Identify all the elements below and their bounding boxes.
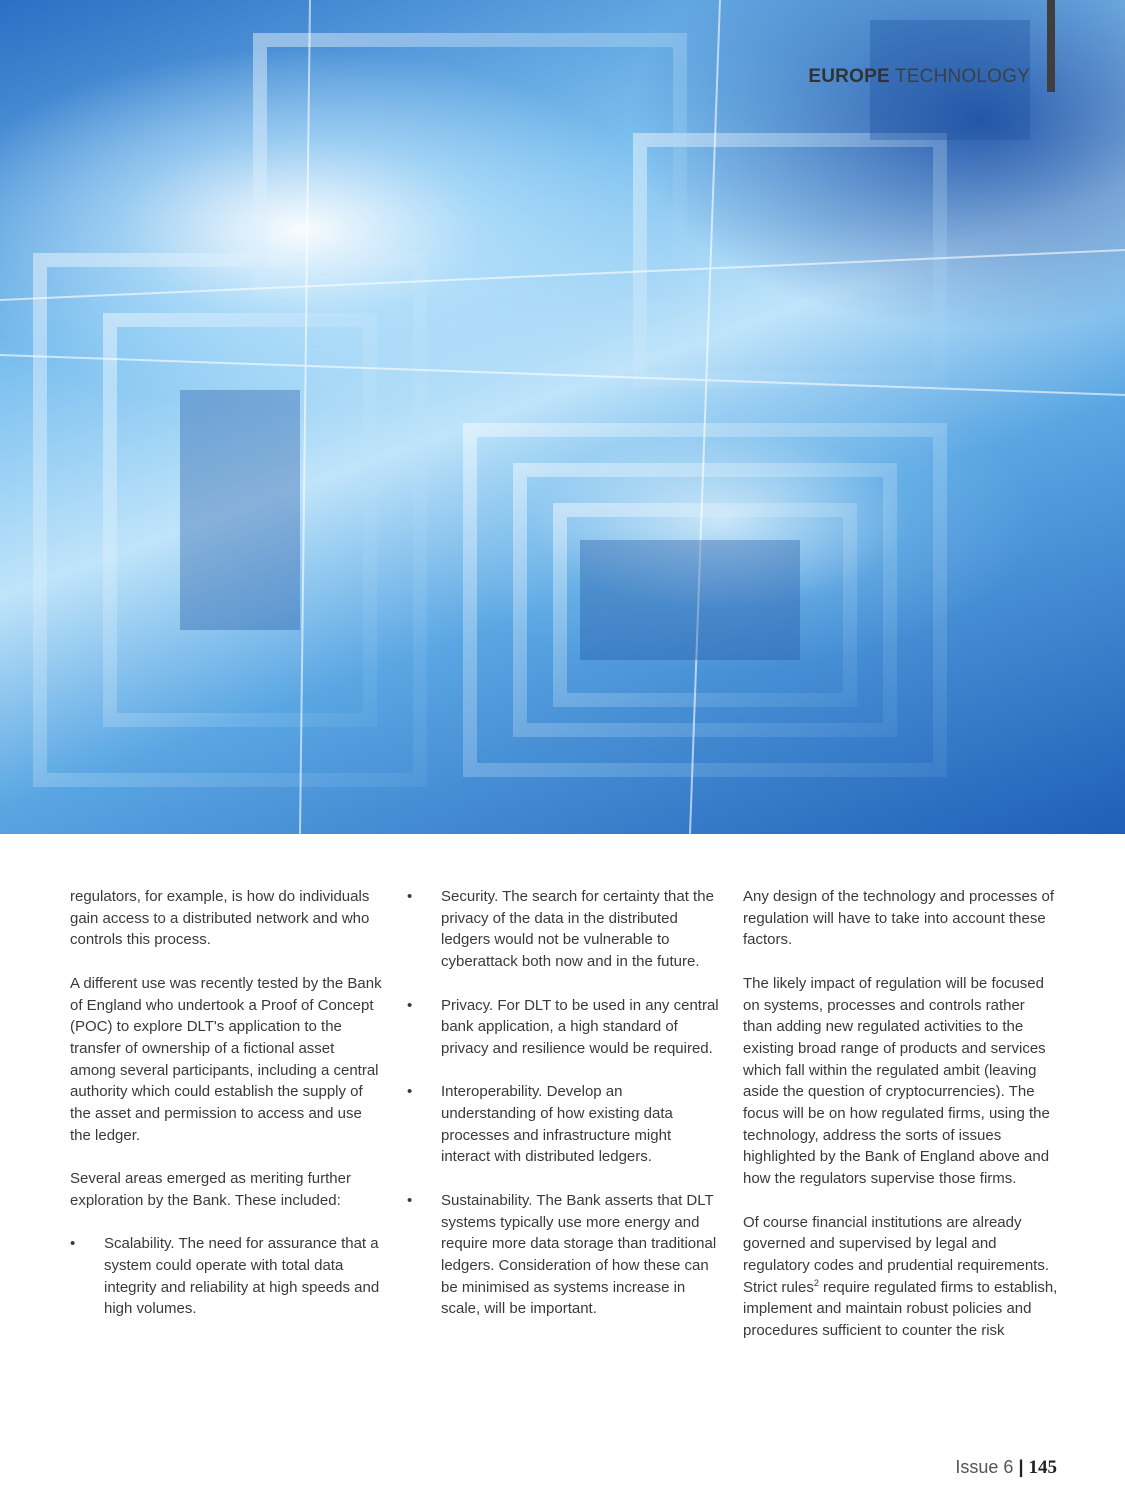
section-label-bold: EUROPE [808, 66, 890, 87]
paragraph-text: require regulated firms to establish, implement and maintain robust policies and procedures sufficient to counter the risk [743, 1278, 1058, 1340]
list-item [407, 995, 719, 1060]
section-label [808, 66, 1030, 88]
bullet-icon: • [407, 888, 413, 905]
list-item [407, 1081, 719, 1168]
paragraph: regulators, for example, is how do individuals gain access to a distributed network and who controls this process. [70, 888, 370, 949]
section-label-rest: TECHNOLOGY [894, 66, 1030, 87]
paragraph: Several areas emerged as meriting further exploration by the Bank. These included: [70, 1170, 351, 1209]
section-marker-bar [1047, 0, 1055, 92]
list-item [70, 1233, 382, 1320]
bullet-icon: • [407, 1191, 413, 1209]
paragraph: The likely impact of regulation will be focused on systems, processes and controls rather than adding new regulated activities to the existing broad range of products and services which fall within the regulated ambit (leaving aside the question of cryptocurrencies). The focus will be on how regulated firms, using the technology, address the sorts of issues highlighted by the Bank of England above and how the regulators supervise those firms. [743, 974, 1050, 1188]
page-footer [955, 1457, 1057, 1479]
text-column-2 [407, 886, 719, 1342]
paragraph: A different use was recently tested by the Bank of England who undertook a Proof of Concept (POC) to explore DLT's application to the transfer of ownership of a fictional asset among several participants, including a central authority which could establish the supply of the asset and permission to access and use the ledger. [70, 974, 382, 1144]
list-item-text: Security. The search for certainty that the privacy of the data in the distributed ledgers would not be vulnerable to cyberattack both now and in the future. [441, 888, 714, 971]
list-item [407, 1190, 719, 1320]
list-item-text: Privacy. For DLT to be used in any central bank application, a high standard of privacy and resilience would be required. [441, 996, 719, 1057]
text-column-3 [743, 886, 1058, 1363]
bullet-list [70, 1233, 382, 1320]
text-column-1 [70, 886, 382, 1342]
bullet-icon: • [407, 1083, 413, 1101]
footer-separator: | [1018, 1457, 1024, 1477]
list-item-text: Interoperability. Develop an understanding of how existing data processes and infrastructure might interact with distributed ledgers. [441, 1083, 673, 1166]
list-item [407, 886, 719, 973]
paragraph: Any design of the technology and processes of regulation will have to take into account these factors. [743, 888, 1055, 949]
paragraph-text: Of course financial institutions are already governed and supervised by legal and regulatory codes and prudential requirements. Strict rules [743, 1213, 1050, 1296]
list-item-text: Scalability. The need for assurance that a system could operate with total data integrity and reliability at high speeds and high volumes. [104, 1235, 380, 1318]
bullet-icon: • [70, 1235, 76, 1253]
bullet-icon: • [407, 996, 413, 1014]
paragraph [743, 1212, 1058, 1342]
page-number: 145 [1028, 1457, 1057, 1478]
bullet-list [407, 886, 719, 1320]
footnote-marker: 2 [813, 1277, 819, 1288]
issue-label: Issue 6 [955, 1457, 1014, 1477]
list-item-text: Sustainability. The Bank asserts that DLT systems typically use more energy and require more data storage than traditional ledgers. Consideration of how these can be minimised as systems increase in scale, will be important. [441, 1191, 717, 1318]
